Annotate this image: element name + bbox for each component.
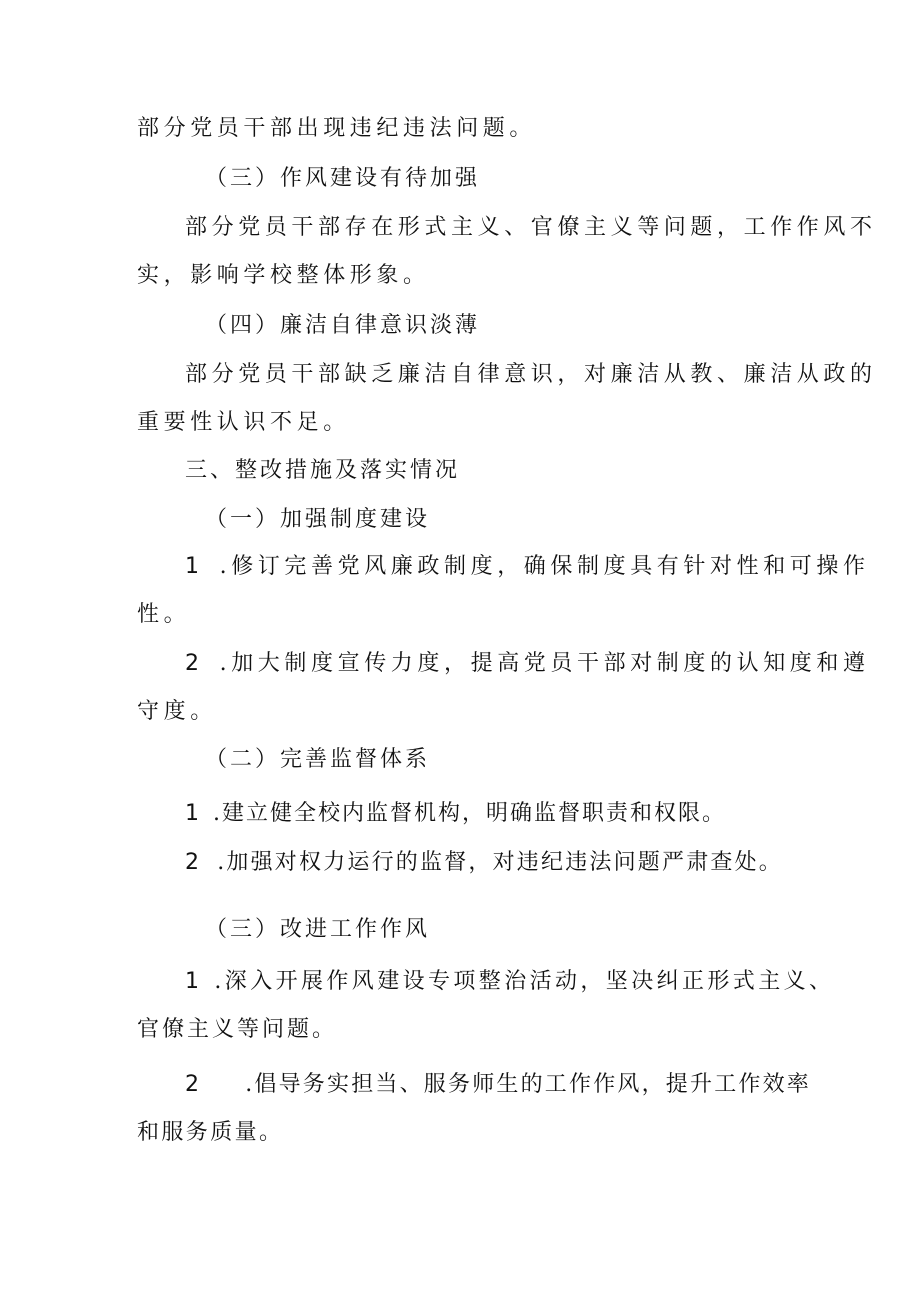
paragraph-line: 部分党员干部存在形式主义、官僚主义等问题，工作作风不 <box>185 215 877 240</box>
paragraph-line: 守度。 <box>137 699 217 724</box>
list-item-line <box>185 968 920 996</box>
list-item-line <box>185 800 920 828</box>
paragraph-line: 部分党员干部缺乏廉洁自律意识，对廉洁从教、廉洁从政的 <box>185 362 877 387</box>
list-item-text: .建立健全校内监督机构，明确监督职责和权限。 <box>213 801 726 826</box>
list-item-text: .加强对权力运行的监督，对违纪违法问题严肃查处。 <box>217 850 783 875</box>
list-item-line <box>185 1071 920 1099</box>
paragraph-line: 官僚主义等问题。 <box>137 1017 338 1042</box>
list-item-number: 1 <box>185 554 204 579</box>
section-heading-2: （二）完善监督体系 <box>205 747 431 772</box>
section-heading-1: （一）加强制度建设 <box>205 507 431 532</box>
list-item-line <box>185 553 920 581</box>
chapter-heading: 三、整改措施及落实情况 <box>185 458 461 483</box>
paragraph-line: 实，影响学校整体形象。 <box>137 263 430 288</box>
paragraph-line: 部分党员干部出现违纪违法问题。 <box>137 116 537 141</box>
paragraph-line: 和服务质量。 <box>137 1120 284 1145</box>
paragraph-line: 重要性认识不足。 <box>137 410 350 435</box>
section-heading-4: （四）廉洁自律意识淡薄 <box>205 313 481 338</box>
section-heading-3b: （三）改进工作作风 <box>205 917 431 942</box>
list-item-number: 2 <box>185 850 202 875</box>
list-item-number: 1 <box>185 969 203 994</box>
list-item-text: .修订完善党风廉政制度，确保制度具有针对性和可操作 <box>219 554 870 579</box>
paragraph-line: 性。 <box>137 602 191 627</box>
list-item-text: .深入开展作风建设专项整治活动，坚决纠正形式主义、 <box>214 969 835 994</box>
list-item-number: 1 <box>185 801 201 826</box>
list-item-text: .加大制度宣传力度，提高党员干部对制度的认知度和遵 <box>219 651 870 676</box>
list-item-line <box>185 849 920 877</box>
list-item-line <box>185 650 920 678</box>
list-item-number: 2 <box>185 1072 202 1097</box>
section-heading-3: （三）作风建设有待加强 <box>205 166 481 191</box>
list-item-number: 2 <box>185 651 204 676</box>
list-item-text: .倡导务实担当、服务师生的工作作风，提升工作效率 <box>245 1072 811 1097</box>
